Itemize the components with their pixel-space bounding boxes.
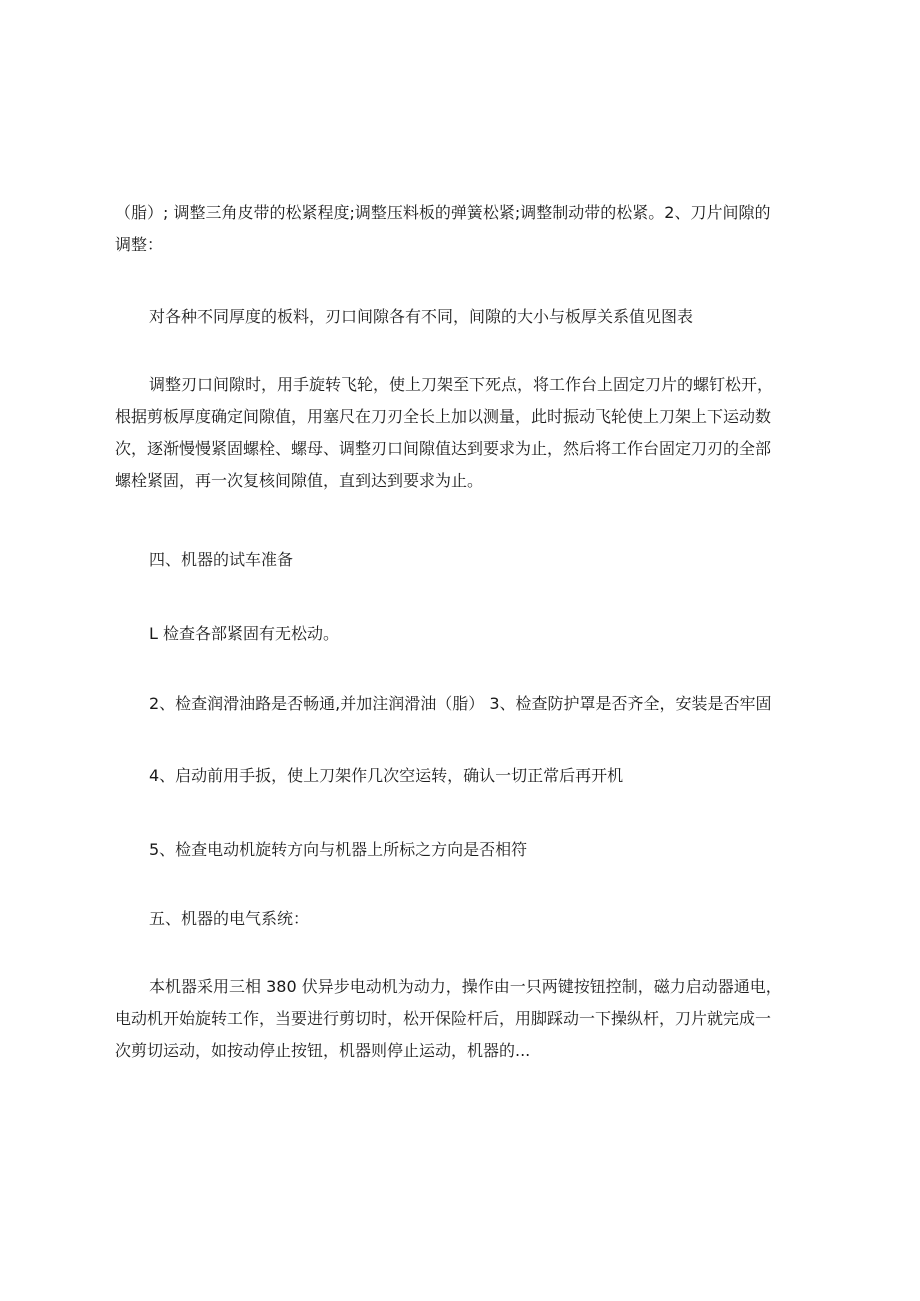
list-item-hand-test (115, 760, 815, 792)
list-item-fasteners (115, 618, 815, 650)
list-item-lubrication (115, 688, 815, 720)
paragraph-gap-procedure (115, 369, 815, 497)
text-line: 次剪切运动，如按动停止按钮，机器则停止运动，机器的... (115, 1041, 531, 1060)
paragraph-blade-adjustment (115, 197, 815, 261)
text-line: 2、检查润滑油路是否畅通,并加注润滑油（脂） 3、检查防护罩是否齐全，安装是否牢固 (149, 694, 772, 713)
text-line: 五、机器的电气系统： (149, 909, 310, 928)
text-line: 调整刃口间隙时，用手旋转飞轮，使上刀架至下死点，将工作台上固定刀片的螺钉松开， (149, 375, 774, 394)
section-heading-trial-run (115, 544, 815, 576)
text-line: 5、检查电动机旋转方向与机器上所标之方向是否相符 (149, 840, 528, 859)
text-line: 电动机开始旋转工作，当要进行剪切时，松开保险杆后，用脚踩动一下操纵杆，刀片就完成一 (115, 1009, 772, 1028)
text-line: 对各种不同厚度的板料，刃口间隙各有不同，间隙的大小与板厚关系值见图表 (149, 307, 694, 326)
section-heading-electrical (115, 903, 815, 935)
text-line: 4、启动前用手扳，使上刀架作几次空运转，确认一切正常后再开机 (149, 766, 624, 785)
text-line: 四、机器的试车准备 (149, 550, 294, 569)
text-line: （脂）; 调整三角皮带的松紧程度;调整压料板的弹簧松紧;调整制动带的松紧。2、刀片间隙的 (115, 203, 771, 222)
list-item-motor-direction (115, 834, 815, 866)
text-line: L 检查各部紧固有无松动。 (149, 624, 340, 643)
paragraph-gap-table (115, 301, 815, 333)
text-line: 螺栓紧固，再一次复核间隙值，直到达到要求为止。 (115, 471, 484, 490)
paragraph-electrical (115, 971, 815, 1067)
text-line: 次，逐渐慢慢紧固螺栓、螺母、调整刃口间隙值达到要求为止，然后将工作台固定刀刃的全部 (115, 439, 772, 458)
text-line: 根据剪板厚度确定间隙值，用塞尺在刀刃全长上加以测量，此时振动飞轮使上刀架上下运动数 (115, 407, 772, 426)
text-line: 调整： (115, 235, 164, 254)
text-line: 本机器采用三相 380 伏异步电动机为动力，操作由一只两键按钮控制，磁力启动器通电， (149, 977, 782, 996)
